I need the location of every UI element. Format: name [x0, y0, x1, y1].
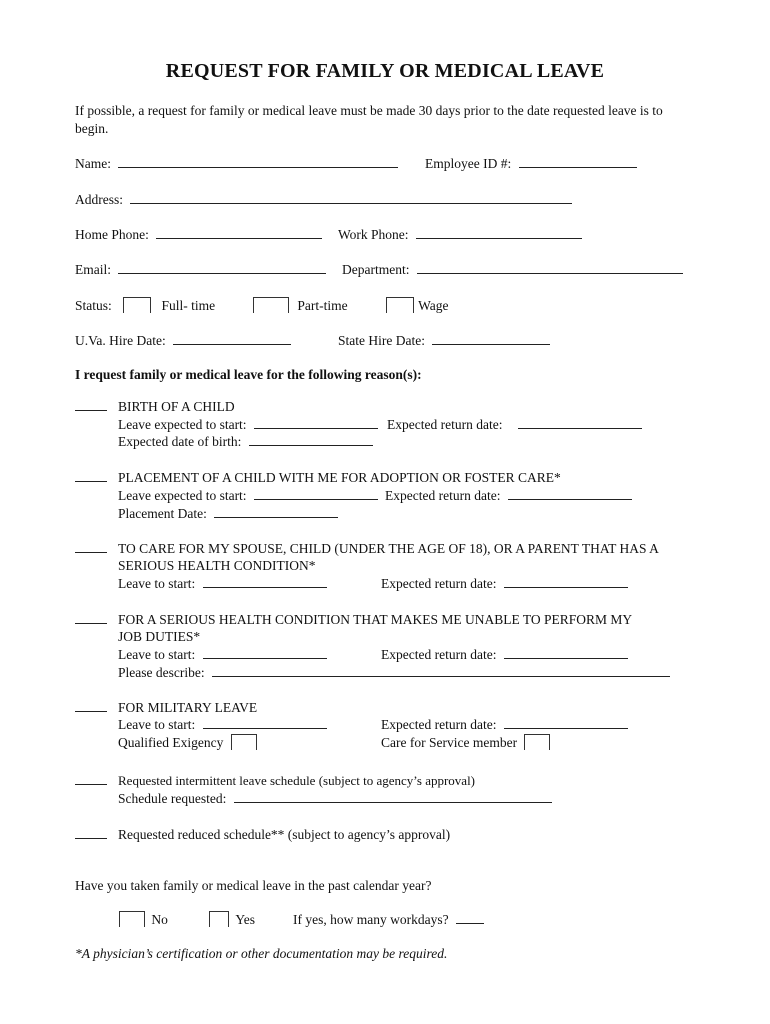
footnote: *A physician’s certification or other documentation may be required.	[75, 946, 448, 961]
military-return-field[interactable]	[504, 716, 628, 729]
address-field[interactable]	[130, 191, 572, 204]
full-time-label: Full- time	[161, 298, 216, 313]
no-checkbox[interactable]	[119, 911, 145, 927]
yes-label: Yes	[235, 912, 256, 927]
schedule-row	[118, 790, 552, 807]
exigency-label: Qualified Exigency	[118, 735, 224, 750]
birth-select-field[interactable]	[75, 398, 107, 411]
employee-id-field[interactable]	[519, 155, 637, 168]
care-return-field[interactable]	[504, 575, 628, 588]
birth-date-row	[118, 433, 373, 450]
military-return-row	[381, 716, 628, 733]
care-member-row	[381, 734, 551, 751]
exigency-row	[118, 734, 258, 751]
part-time-checkbox[interactable]	[253, 297, 289, 313]
employee-id-row	[425, 155, 637, 172]
care-member-checkbox[interactable]	[524, 734, 550, 750]
military-leave-start-label: Leave to start:	[118, 717, 196, 732]
uva-hire-field[interactable]	[173, 332, 291, 345]
serious-title-line2: JOB DUTIES*	[118, 629, 201, 644]
work-phone-label: Work Phone:	[338, 227, 409, 242]
military-return-label: Expected return date:	[381, 717, 497, 732]
serious-return-field[interactable]	[504, 646, 628, 659]
part-time-row	[252, 297, 348, 314]
intermittent-select-field[interactable]	[75, 772, 107, 785]
email-row	[75, 261, 326, 278]
status-label: Status:	[75, 298, 112, 313]
workdays-label: If yes, how many workdays?	[293, 912, 449, 927]
past-leave-question: Have you taken family or medical leave in the past calendar year?	[75, 878, 432, 893]
reduced-title: Requested reduced schedule** (subject to agency’s approval)	[118, 827, 451, 842]
placement-select-field[interactable]	[75, 469, 107, 482]
form-title: REQUEST FOR FAMILY OR MEDICAL LEAVE	[165, 60, 605, 82]
state-hire-label: State Hire Date:	[338, 333, 425, 348]
state-hire-row	[338, 332, 550, 349]
name-row	[75, 155, 398, 172]
schedule-label: Schedule requested:	[118, 791, 227, 806]
uva-hire-row	[75, 332, 291, 349]
uva-hire-label: U.Va. Hire Date:	[75, 333, 166, 348]
placement-date-field[interactable]	[214, 505, 338, 518]
schedule-field[interactable]	[234, 790, 552, 803]
serious-select-field[interactable]	[75, 611, 107, 624]
past-leave-yes-row	[208, 911, 255, 928]
full-time-checkbox[interactable]	[123, 297, 151, 313]
care-return-label: Expected return date:	[381, 576, 497, 591]
placement-return-field[interactable]	[508, 487, 632, 500]
care-leave-start-field[interactable]	[203, 575, 327, 588]
placement-return-row	[385, 487, 632, 504]
care-title-line1: TO CARE FOR MY SPOUSE, CHILD (UNDER THE AGE OF 18), OR A PARENT THAT HAS A	[118, 541, 659, 556]
name-label: Name:	[75, 156, 111, 171]
birth-title: BIRTH OF A CHILD	[118, 399, 235, 414]
military-leave-start-field[interactable]	[203, 716, 327, 729]
yes-checkbox[interactable]	[209, 911, 229, 927]
state-hire-field[interactable]	[432, 332, 550, 345]
care-leave-start-label: Leave to start:	[118, 576, 196, 591]
reduced-select-field[interactable]	[75, 826, 107, 839]
placement-date-row	[118, 505, 338, 522]
department-field[interactable]	[417, 261, 683, 274]
serious-leave-start-row	[118, 646, 327, 663]
military-leave-start-row	[118, 716, 327, 733]
military-select-field[interactable]	[75, 699, 107, 712]
serious-describe-row	[118, 664, 670, 681]
serious-leave-start-field[interactable]	[203, 646, 327, 659]
birth-date-label: Expected date of birth:	[118, 434, 242, 449]
work-phone-field[interactable]	[416, 226, 582, 239]
care-return-row	[381, 575, 628, 592]
address-row	[75, 191, 572, 208]
serious-describe-label: Please describe:	[118, 665, 205, 680]
placement-leave-start-label: Leave expected to start:	[118, 488, 247, 503]
employee-id-label: Employee ID #:	[425, 156, 512, 171]
birth-leave-start-field[interactable]	[254, 416, 378, 429]
wage-label: Wage	[418, 298, 449, 313]
care-leave-start-row	[118, 575, 327, 592]
care-title-line2: SERIOUS HEALTH CONDITION*	[118, 558, 316, 573]
serious-return-row	[381, 646, 628, 663]
status-row	[75, 297, 215, 314]
birth-return-label: Expected return date:	[387, 417, 503, 432]
intro-text: If possible, a request for family or medical leave must be made 30 days prior to the date requested leave is to begin.	[75, 103, 663, 136]
birth-date-field[interactable]	[249, 433, 373, 446]
exigency-checkbox[interactable]	[231, 734, 257, 750]
care-select-field[interactable]	[75, 540, 107, 553]
placement-return-label: Expected return date:	[385, 488, 501, 503]
placement-title: PLACEMENT OF A CHILD WITH ME FOR ADOPTION OR FOSTER CARE*	[118, 470, 561, 485]
home-phone-row	[75, 226, 322, 243]
part-time-label: Part-time	[297, 298, 348, 313]
military-title: FOR MILITARY LEAVE	[118, 700, 258, 715]
wage-row	[385, 297, 449, 314]
birth-leave-start-label: Leave expected to start:	[118, 417, 247, 432]
birth-return-row	[387, 416, 642, 433]
reasons-heading: I request family or medical leave for the following reason(s):	[75, 367, 422, 382]
address-label: Address:	[75, 192, 123, 207]
placement-leave-start-row	[118, 487, 378, 504]
email-label: Email:	[75, 262, 111, 277]
placement-leave-start-field[interactable]	[254, 487, 378, 500]
serious-return-label: Expected return date:	[381, 647, 497, 662]
care-member-label: Care for Service member	[381, 735, 518, 750]
past-leave-no-row	[118, 911, 168, 928]
email-field[interactable]	[118, 261, 326, 274]
no-label: No	[151, 912, 168, 927]
serious-describe-field[interactable]	[212, 664, 670, 677]
name-field[interactable]	[118, 155, 398, 168]
birth-leave-start-row	[118, 416, 378, 433]
serious-title-line1: FOR A SERIOUS HEALTH CONDITION THAT MAKES ME UNABLE TO PERFORM MY	[118, 612, 633, 627]
department-label: Department:	[342, 262, 410, 277]
placement-date-label: Placement Date:	[118, 506, 207, 521]
birth-return-field[interactable]	[518, 416, 642, 429]
department-row	[342, 261, 683, 278]
home-phone-field[interactable]	[156, 226, 322, 239]
intermittent-title: Requested intermittent leave schedule (subject to agency’s approval)	[118, 773, 476, 788]
serious-leave-start-label: Leave to start:	[118, 647, 196, 662]
work-phone-row	[338, 226, 582, 243]
workdays-row	[293, 911, 484, 928]
wage-checkbox[interactable]	[386, 297, 414, 313]
home-phone-label: Home Phone:	[75, 227, 149, 242]
workdays-field[interactable]	[456, 911, 484, 924]
